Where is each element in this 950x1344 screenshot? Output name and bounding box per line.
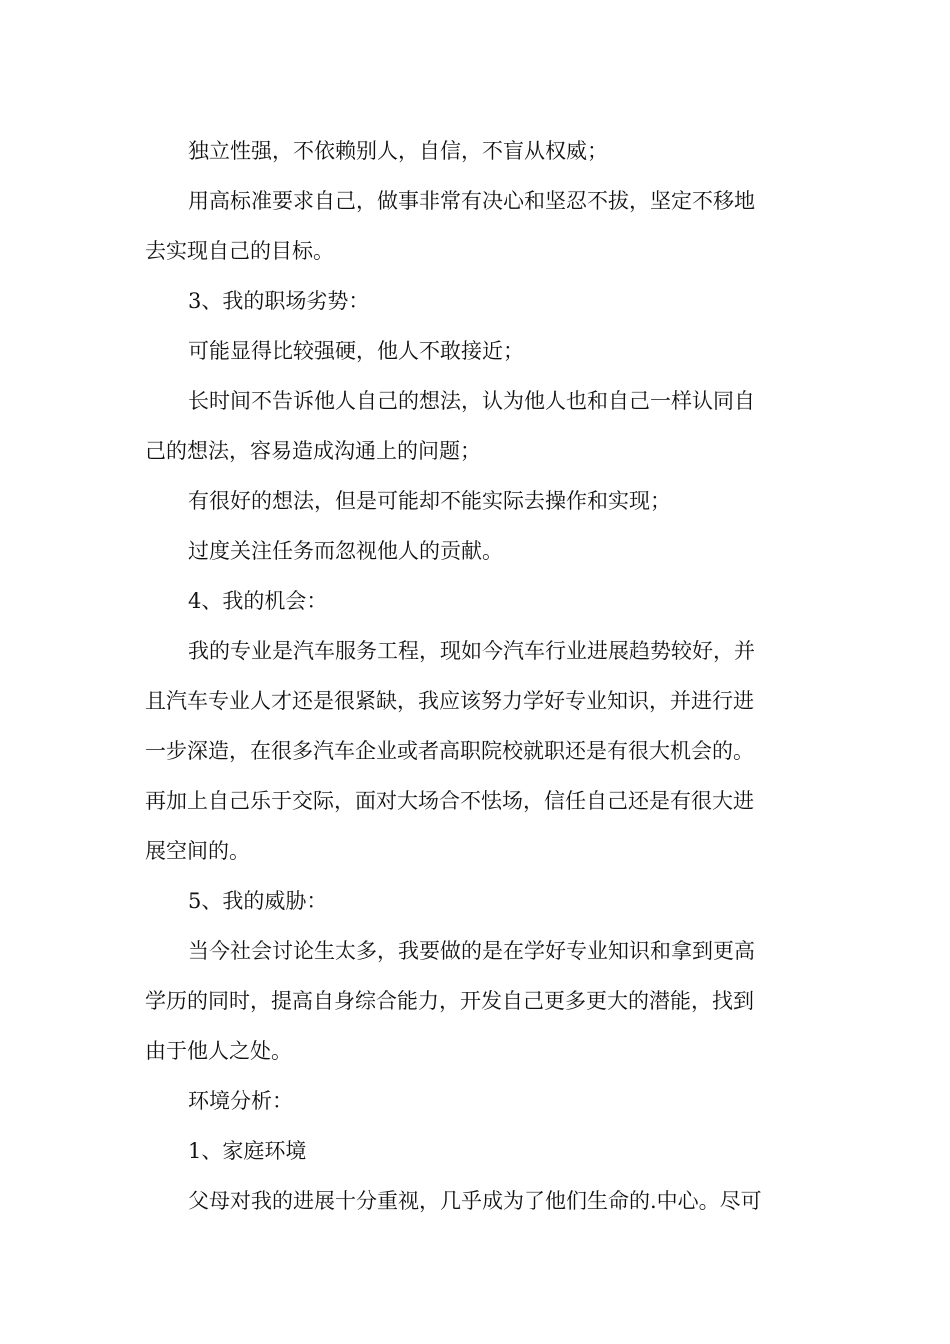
text-line: 再加上自己乐于交际，面对大场合不怯场，信任自己还是有很大进 <box>145 789 754 813</box>
text-line: 展空间的。 <box>145 839 250 863</box>
section-heading: 环境分析： <box>188 1089 293 1113</box>
text-line: 有很好的想法，但是可能却不能实际去操作和实现； <box>188 489 671 513</box>
text-line: 由于他人之处。 <box>145 1039 292 1063</box>
text-line: 用高标准要求自己，做事非常有决心和坚忍不拔，坚定不移地 <box>188 189 755 213</box>
text-line: 且汽车专业人才还是很紧缺，我应该努力学好专业知识，并进行进 <box>145 689 754 713</box>
text-line: 我的专业是汽车服务工程，现如今汽车行业进展趋势较好，并 <box>188 639 755 663</box>
section-heading: 3、我的职场劣势： <box>188 289 370 313</box>
section-heading: 4、我的机会： <box>188 589 328 613</box>
text-line: 过度关注任务而忽视他人的贡献。 <box>188 539 503 563</box>
text-line: 去实现自己的目标。 <box>145 239 334 263</box>
section-heading: 5、我的威胁： <box>188 889 328 913</box>
text-line: 独立性强，不依赖别人，自信，不盲从权威； <box>188 139 608 163</box>
text-line: 长时间不告诉他人自己的想法，认为他人也和自己一样认同自 <box>188 389 755 413</box>
text-line: 己的想法，容易造成沟通上的问题； <box>145 439 481 463</box>
text-line: 当今社会讨论生太多，我要做的是在学好专业知识和拿到更高 <box>188 939 755 963</box>
section-heading: 1、家庭环境 <box>188 1139 307 1163</box>
text-line: 学历的同时，提高自身综合能力，开发自己更多更大的潜能，找到 <box>145 989 754 1013</box>
text-line: 可能显得比较强硬，他人不敢接近； <box>188 339 524 363</box>
text-line: 父母对我的进展十分重视，几乎成为了他们生命的.中心。尽可 <box>188 1189 762 1213</box>
text-line: 一步深造，在很多汽车企业或者高职院校就职还是有很大机会的。 <box>145 739 754 763</box>
